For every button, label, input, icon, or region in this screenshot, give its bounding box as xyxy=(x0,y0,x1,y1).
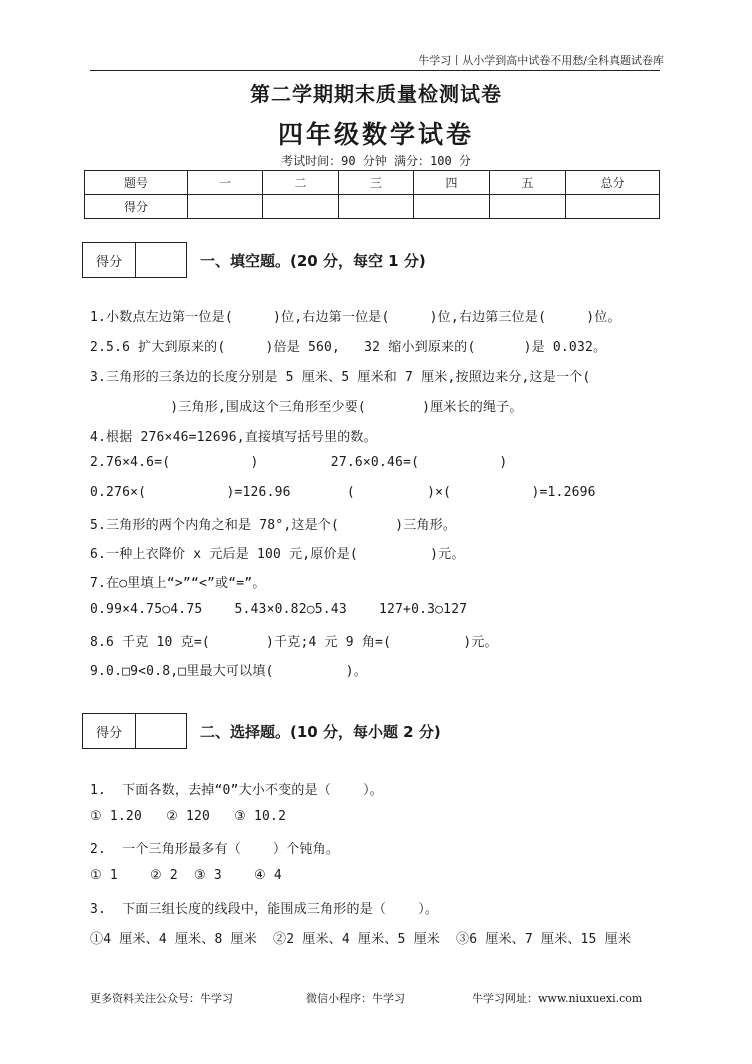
section1-score-label: 得分 xyxy=(83,243,136,277)
question-line: )三角形,围成这个三角形至少要( )厘米长的绳子。 xyxy=(90,400,523,415)
question-line: 8.6 千克 10 克=( )千克;4 元 9 角=( )元。 xyxy=(90,635,498,650)
score-table-header-cell: 题号 xyxy=(85,171,188,195)
score-cell[interactable] xyxy=(490,195,566,219)
score-table-header-cell: 一 xyxy=(188,171,263,195)
question-line: ① 1.20 ② 120 ③ 10.2 xyxy=(90,809,287,824)
question-line: 3. 下面三组长度的线段中，能围成三角形的是（ ）。 xyxy=(90,902,439,917)
section1-score-box xyxy=(82,242,187,278)
question-line: 1. 下面各数，去掉“0”大小不变的是（ ）。 xyxy=(90,783,383,798)
question-line: ① 1 ② 2 ③ 3 ④ 4 xyxy=(90,868,282,883)
question-line: 2.76×4.6=( ) 27.6×0.46=( ) xyxy=(90,455,508,470)
footer-mini-program: 微信小程序：牛学习 xyxy=(306,992,405,1005)
score-cell[interactable] xyxy=(263,195,339,219)
question-line: 7.在○里填上“>”“<”或“=”。 xyxy=(90,576,266,591)
score-cell[interactable] xyxy=(566,195,660,219)
question-line: 2.5.6 扩大到原来的( )倍是 560, 32 缩小到原来的( )是 0.032。 xyxy=(90,340,607,355)
score-table xyxy=(84,170,660,219)
footer-official-account: 更多资料关注公众号：牛学习 xyxy=(90,992,233,1005)
question-line: 2. 一个三角形最多有（ ）个钝角。 xyxy=(90,842,340,857)
header-divider xyxy=(90,70,660,71)
question-line: 9.0.□9<0.8,□里最大可以填( )。 xyxy=(90,664,368,679)
question-line: 1.小数点左边第一位是( )位,右边第一位是( )位,右边第三位是( )位。 xyxy=(90,310,621,325)
score-table-header-row xyxy=(85,171,660,195)
section1-title: 一、填空题。(20 分，每空 1 分) xyxy=(200,252,426,270)
question-line: ①4 厘米、4 厘米、8 厘米 ②2 厘米、4 厘米、5 厘米 ③6 厘米、7 厘米、15 厘米 xyxy=(90,932,632,947)
score-cell[interactable] xyxy=(188,195,263,219)
score-table-score-row xyxy=(85,195,660,219)
section2-score-blank[interactable] xyxy=(136,714,186,748)
score-table-row-label: 得分 xyxy=(85,195,188,219)
question-line: 4.根据 276×46=12696,直接填写括号里的数。 xyxy=(90,430,377,445)
score-cell[interactable] xyxy=(414,195,490,219)
question-line: 3.三角形的三条边的长度分别是 5 厘米、5 厘米和 7 厘米,按照边来分,这是一个( xyxy=(90,370,591,385)
score-table-header-cell: 总分 xyxy=(566,171,660,195)
exam-subtitle: 四年级数学试卷 xyxy=(277,120,474,149)
question-line: 0.276×( )=126.96 ( )×( )=1.2696 xyxy=(90,485,596,500)
header-tagline: 牛学习丨从小学到高中试卷不用愁/全科真题试卷库 xyxy=(418,54,664,67)
score-table-header-cell: 二 xyxy=(263,171,339,195)
score-cell[interactable] xyxy=(339,195,414,219)
section2-title: 二、选择题。(10 分，每小题 2 分) xyxy=(200,723,441,741)
score-table-header-cell: 三 xyxy=(339,171,414,195)
exam-info: 考试时间：90 分钟 满分：100 分 xyxy=(281,154,471,168)
question-line: 0.99×4.75○4.75 5.43×0.82○5.43 127+0.3○127 xyxy=(90,602,468,617)
footer-website[interactable]: 牛学习网址：www.niuxuexi.com xyxy=(472,992,643,1005)
score-table-header-cell: 五 xyxy=(490,171,566,195)
question-line: 6.一种上衣降价 x 元后是 100 元,原价是( )元。 xyxy=(90,547,465,562)
score-table-header-cell: 四 xyxy=(414,171,490,195)
exam-title: 第二学期期末质量检测试卷 xyxy=(250,82,502,106)
section2-score-box xyxy=(82,713,187,749)
section2-score-label: 得分 xyxy=(83,714,136,748)
question-line: 5.三角形的两个内角之和是 78°,这是个( )三角形。 xyxy=(90,518,457,533)
section1-score-blank[interactable] xyxy=(136,243,186,277)
